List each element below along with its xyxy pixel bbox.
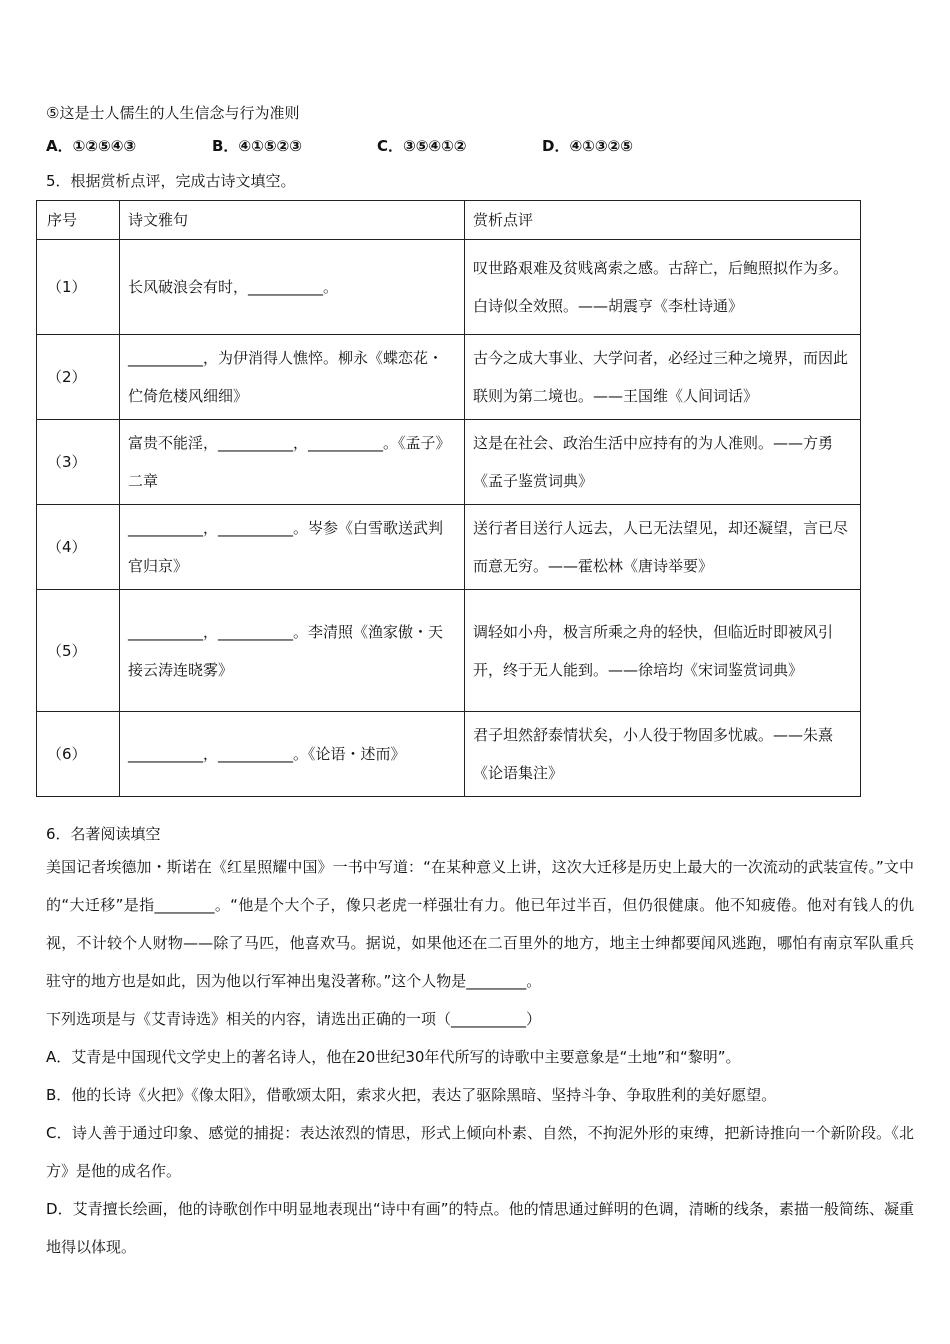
header-verse: 诗文雅句 bbox=[120, 201, 465, 240]
choice-b: B．他的长诗《火把》《像太阳》，借歌颂太阳，索求火把，表达了驱除黑暗、坚持斗争、争取胜利的美好愿望。 bbox=[46, 1086, 777, 1104]
row-comment: 君子坦然舒泰情状矣，小人役于物固多忧戚。——朱熹《论语集注》 bbox=[465, 712, 861, 797]
row-verse: __________，__________。岑参《白雪歌送武判官归京》 bbox=[120, 505, 465, 590]
header-no: 序号 bbox=[37, 201, 120, 240]
row-verse: __________，为伊消得人憔悴。柳永《蝶恋花・伫倚危楼风细细》 bbox=[120, 335, 465, 420]
table-header bbox=[37, 201, 861, 240]
row-no: （1） bbox=[37, 240, 120, 335]
table-row bbox=[37, 240, 861, 335]
q6-passage: 美国记者埃德加・斯诺在《红星照耀中国》一书中写道：“在某种意义上讲，这次大迁移是历史上最大的一次流动的武装宣传。”文中的“大迁移”是指________。“他是个大个子，像只老虎一样强壮有力。他已年过半百，但仍很健康。他不知疲倦。他对有钱人的仇视，不计较个人财物——除了马匹，他喜欢马。据说，如果他还在二百里外的地方，地主士绅都要闻风逃跑，哪怕有南京军队重兵驻守的地方也是如此，因为他以行军神出鬼没著称。”这个人物是________。 bbox=[46, 858, 914, 990]
choice-d: D．艾青擅长绘画，他的诗歌创作中明显地表现出“诗中有画”的特点。他的情思通过鲜明的色调，清晰的线条，素描一般简练、凝重地得以体现。 bbox=[46, 1200, 914, 1256]
row-no: （6） bbox=[37, 712, 120, 797]
row-comment: 调轻如小舟，极言所乘之舟的轻快，但临近时即被风引开，终于无人能到。——徐培均《宋词鉴赏词典》 bbox=[465, 590, 861, 712]
option-b: B．④①⑤②③ bbox=[212, 137, 302, 155]
q4-item-5: ⑤这是士人儒生的人生信念与行为准则 bbox=[46, 104, 300, 122]
option-d: D．④①③②⑤ bbox=[542, 137, 633, 155]
q5-title: 5．根据赏析点评，完成古诗文填空。 bbox=[46, 172, 296, 190]
row-no: （4） bbox=[37, 505, 120, 590]
row-verse: 富贵不能淫，__________，__________。《孟子》二章 bbox=[120, 420, 465, 505]
row-no: （3） bbox=[37, 420, 120, 505]
choice-a: A．艾青是中国现代文学史上的著名诗人，他在20世纪30年代所写的诗歌中主要意象是“土地”和“黎明”。 bbox=[46, 1048, 741, 1066]
table-row bbox=[37, 420, 861, 505]
header-comment: 赏析点评 bbox=[465, 201, 861, 240]
option-a: A．①②⑤④③ bbox=[46, 137, 137, 155]
table-row bbox=[37, 335, 861, 420]
row-comment: 送行者目送行人远去，人已无法望见，却还凝望，言已尽而意无穷。——霍松林《唐诗举要》 bbox=[465, 505, 861, 590]
table-row bbox=[37, 505, 861, 590]
row-verse: __________，__________。《论语・述而》 bbox=[120, 712, 465, 797]
row-comment: 古今之成大事业、大学问者，必经过三种之境界，而因此联则为第二境也。——王国维《人间词话》 bbox=[465, 335, 861, 420]
q6-question: 下列选项是与《艾青诗选》相关的内容，请选出正确的一项（__________） bbox=[46, 1010, 542, 1028]
option-c: C．③⑤④①② bbox=[377, 137, 467, 155]
q6-title: 6．名著阅读填空 bbox=[46, 825, 161, 843]
row-no: （5） bbox=[37, 590, 120, 712]
row-no: （2） bbox=[37, 335, 120, 420]
table-row bbox=[37, 712, 861, 797]
choice-c: C．诗人善于通过印象、感觉的捕捉：表达浓烈的情思，形式上倾向朴素、自然，不拘泥外形的束缚，把新诗推向一个新阶段。《北方》是他的成名作。 bbox=[46, 1124, 914, 1180]
row-verse: __________，__________。李清照《渔家傲・天接云涛连晓雾》 bbox=[120, 590, 465, 712]
poetry-table bbox=[36, 200, 861, 797]
row-comment: 这是在社会、政治生活中应持有的为人准则。——方勇《孟子鉴赏词典》 bbox=[465, 420, 861, 505]
table-row bbox=[37, 590, 861, 712]
row-comment: 叹世路艰难及贫贱离索之感。古辞亡，后鲍照拟作为多。白诗似全效照。——胡震亨《李杜诗通》 bbox=[465, 240, 861, 335]
row-verse: 长风破浪会有时，__________。 bbox=[120, 240, 465, 335]
